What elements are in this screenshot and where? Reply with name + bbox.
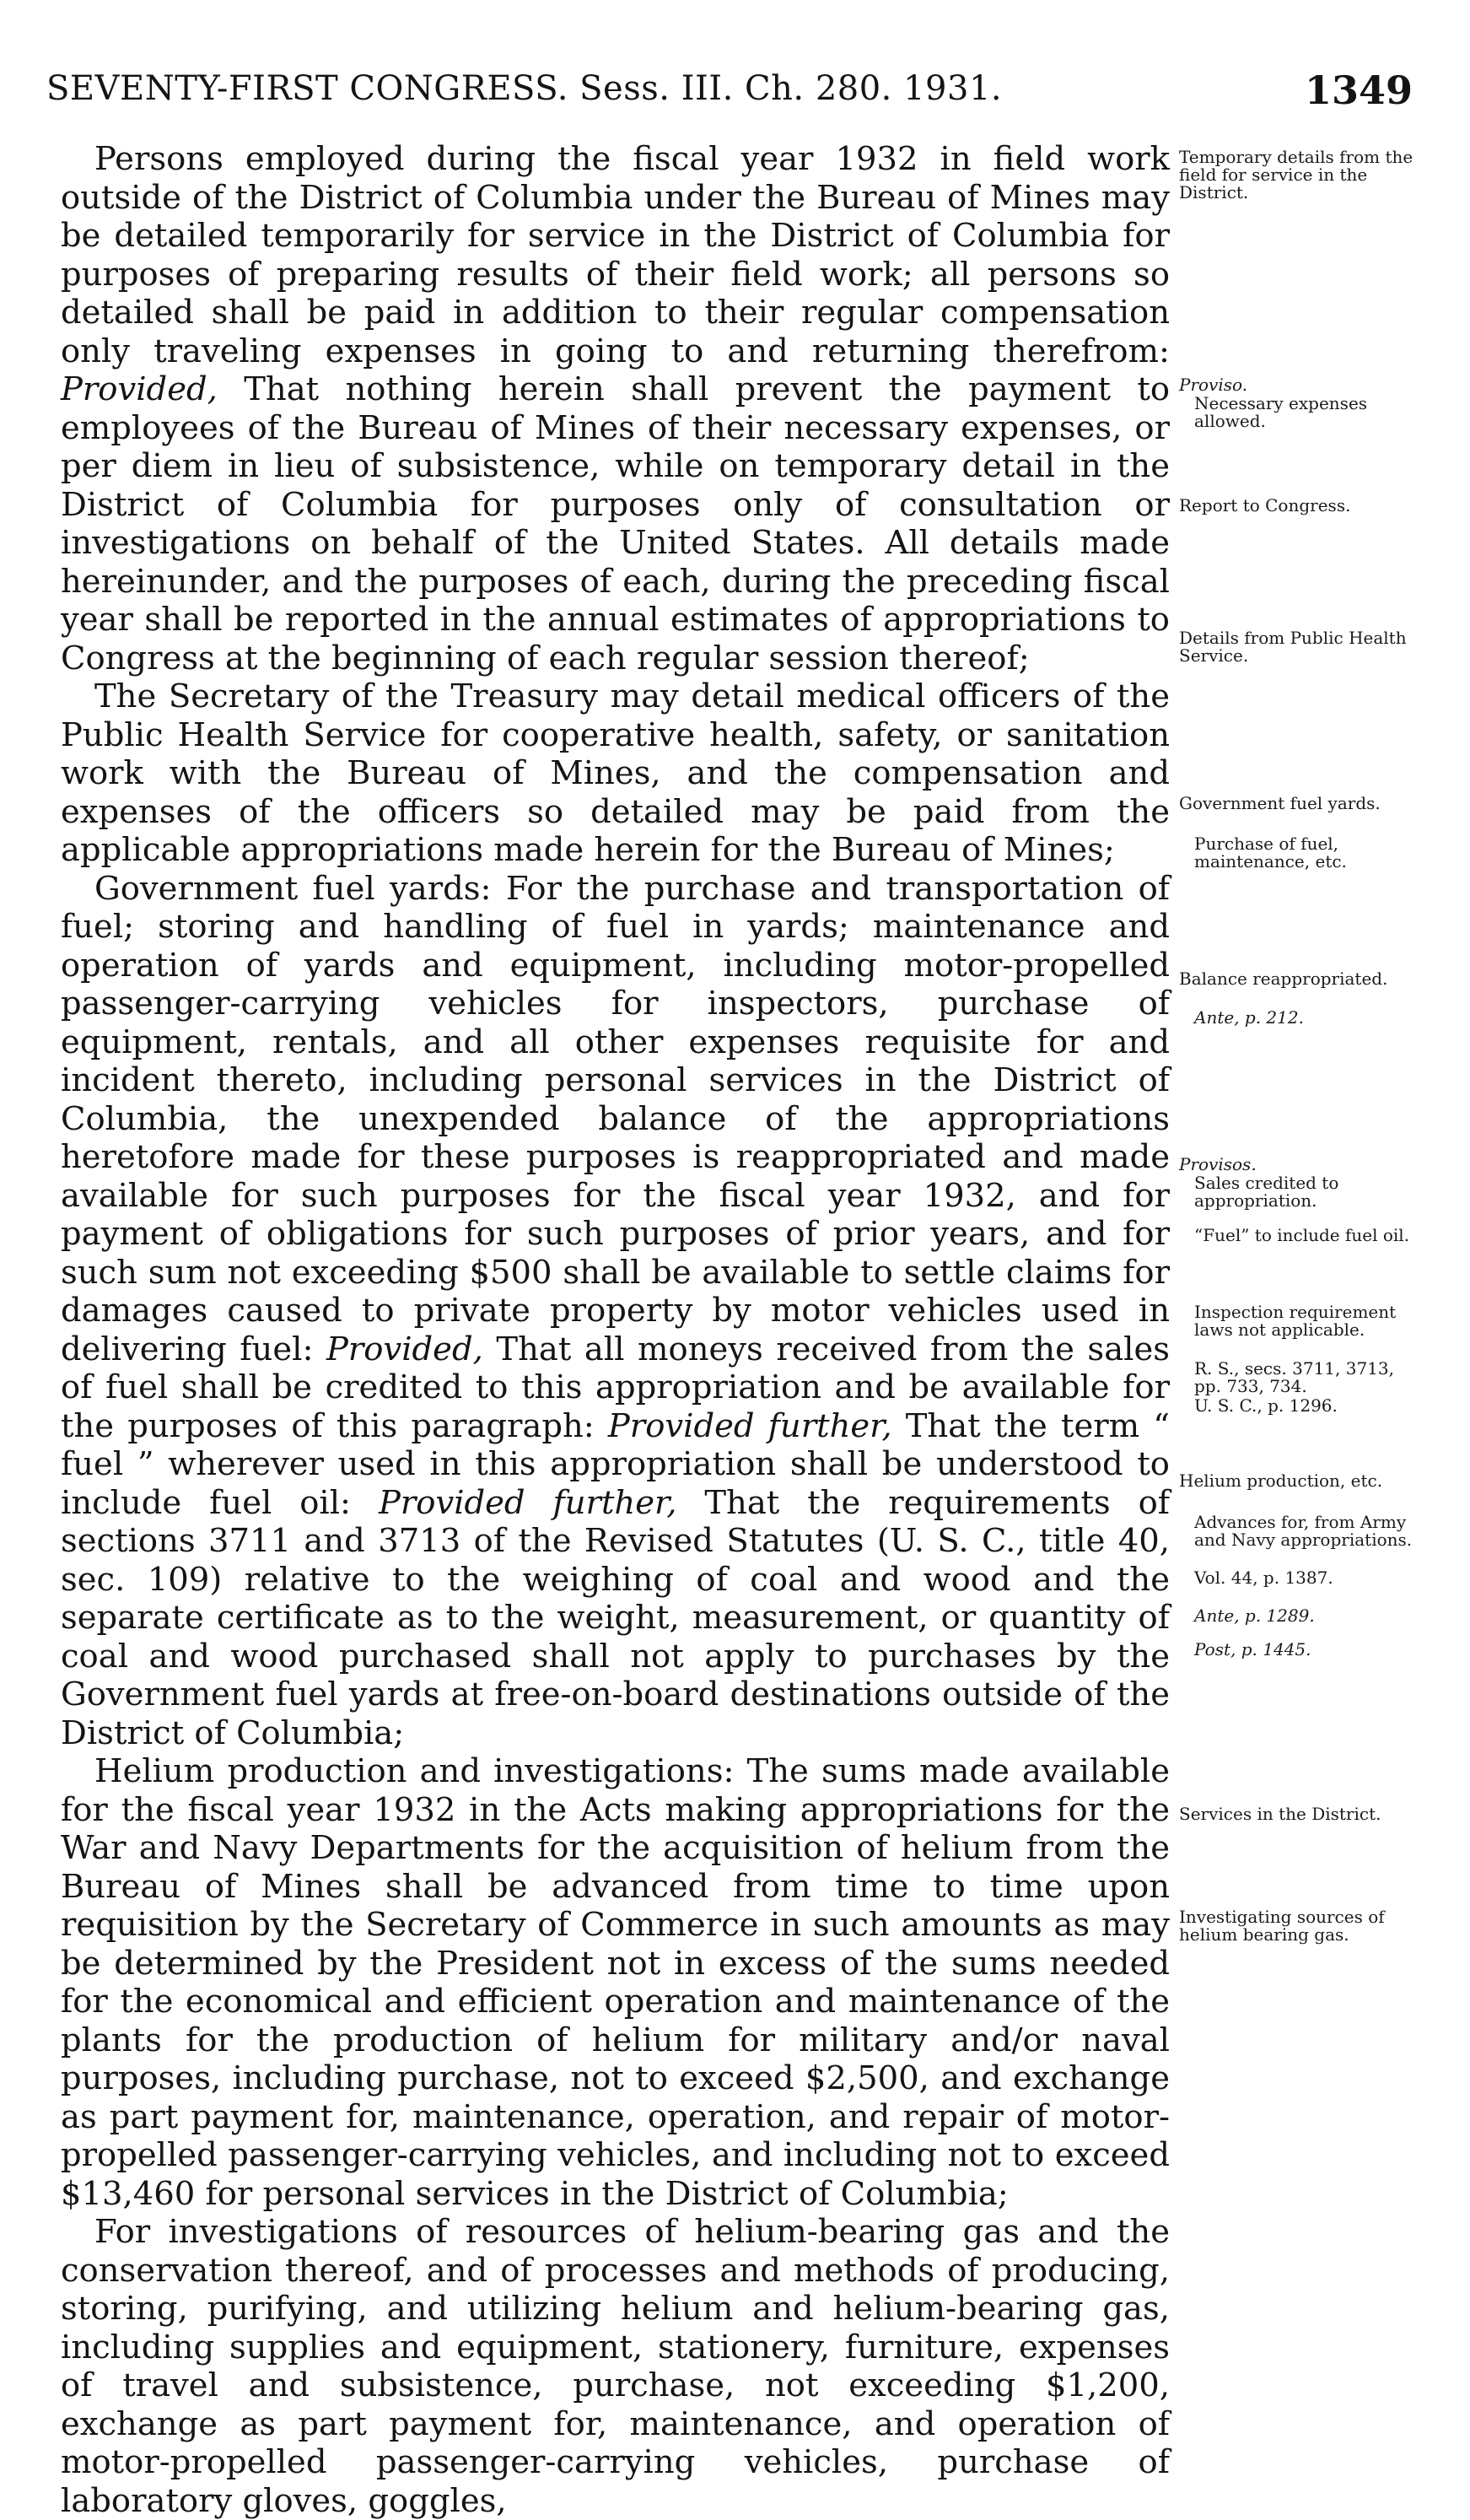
margin-note-proviso: Proviso. — [1179, 375, 1248, 395]
running-head: SEVENTY-FIRST CONGRESS. Sess. III. Ch. 280. 1931. — [46, 69, 1003, 108]
main-text — [61, 140, 1170, 2520]
margin-note-purchase-of-fuel: Purchase of fuel, maintenance, etc. — [1194, 834, 1347, 871]
paragraph-temporary-details: Persons employed during the fiscal year 1932 in field work outside of the District of Columbia under the Bureau of Mines may be detailed temporarily for service in the District of Columbia for purposes of preparing results of their field work; all persons so detailed shall be paid in addition to their regular compensation only traveling expenses in going to and returning therefrom: Provided, That nothing herein shall prevent the payment to employees of the Bureau of Mines of their necessary expenses, or per diem in lieu of subsistence, while on temporary detail in the District of Columbia for purposes only of consultation or investigations on behalf of the United States. All details made hereinunder, and the purposes of each, during the preceding fiscal year shall be reported in the annual estimates of appropriations to Congress at the beginning of each regular session thereof; — [61, 140, 1170, 677]
paragraph-public-health: The Secretary of the Treasury may detail medical officers of the Public Health Service for cooperative health, safety, or sanitation work with the Bureau of Mines, and the compensation and expenses of the officers so detailed may be paid from the applicable appropriations made herein for the Bureau of Mines; — [61, 677, 1170, 869]
margin-note-ante-1289: Ante, p. 1289. — [1194, 1605, 1315, 1626]
margin-note-fuel-include-oil: “Fuel” to include fuel oil. — [1194, 1225, 1410, 1245]
margin-note-report-to-congress: Report to Congress. — [1179, 495, 1351, 515]
margin-note-necessary-expenses: Necessary expenses allowed. — [1194, 393, 1368, 431]
margin-note-services-district: Services in the District. — [1179, 1804, 1381, 1824]
margin-note-usc-1296: U. S. C., p. 1296. — [1194, 1395, 1338, 1416]
margin-note-helium-production: Helium production, etc. — [1179, 1470, 1383, 1491]
margin-note-gov-fuel-yards: Government fuel yards. — [1179, 793, 1381, 813]
margin-note-ante-212: Ante, p. 212. — [1194, 1007, 1304, 1028]
paragraph-helium-investigations: For investigations of resources of helium-bearing gas and the conservation thereof, and of processes and methods of producing, storing, purifying, and utilizing helium and helium-bearing gas, including supplies and equipment, stationery, furniture, expenses of travel and subsistence, purchase, not exceeding $1,200, exchange as part payment for, maintenance, and operation of motor-propelled passenger-carrying vehicles, purchase of laboratory gloves, goggles, — [61, 2213, 1170, 2520]
margin-note-post-1445: Post, p. 1445. — [1194, 1639, 1311, 1659]
margin-note-advances-for: Advances for, from Army and Navy appropriations. — [1194, 1512, 1413, 1550]
page-header — [46, 69, 1413, 128]
margin-note-rs-secs: R. S., secs. 3711, 3713, pp. 733, 734. — [1194, 1358, 1394, 1396]
paragraph-fuel-yards: Government fuel yards: For the purchase and transportation of fuel; storing and handling of fuel in yards; maintenance and operation of yards and equipment, including motor-propelled passenger-carrying vehicles for inspectors, purchase of equipment, rentals, and all other expenses requisite for and incident thereto, including personal services in the District of Columbia, the unexpended balance of the appropriations heretofore made for these purposes is reappropriated and made available for such purposes for the fiscal year 1932, and for payment of obligations for such purposes of prior years, and for such sum not exceeding $500 shall be available to settle claims for damages caused to private property by motor vehicles used in delivering fuel: Provided, That all moneys received from the sales of fuel shall be credited to this appropriation and be available for the purposes of this paragraph: Provided further, That the term “ fuel ” wherever used in this appropriation shall be understood to include fuel oil: Provided further, That the requirements of sections 3711 and 3713 of the Revised Statutes (U. S. C., title 40, sec. 109) relative to the weighing of coal and wood and the separate certificate as to the weight, measurement, or quantity of coal and wood purchased shall not apply to purchases by the Government fuel yards at free-on-board destinations outside of the District of Columbia; — [61, 869, 1171, 1752]
paragraph-helium-production: Helium production and investigations: The sums made available for the fiscal year 1932 in the Acts making appropriations for the War and Navy Departments for the acquisition of helium from the Bureau of Mines shall be advanced from time to time upon requisition by the Secretary of Commerce in such amounts as may be determined by the President not in excess of the sums needed for the economical and efficient operation and maintenance of the plants for the production of helium for military and/or naval purposes, including purchase, not to exceed $2,500, and exchange as part payment for, maintenance, operation, and repair of motor-propelled passenger-carrying vehicles, and including not to exceed $13,460 for personal services in the District of Columbia; — [61, 1752, 1170, 2213]
margin-note-balance-reappropriated: Balance reappropriated. — [1179, 969, 1388, 989]
margin-note-temporary-details: Temporary details from the field for service in the District. — [1179, 147, 1413, 202]
margin-note-vol-44: Vol. 44, p. 1387. — [1194, 1568, 1333, 1588]
page-number: 1349 — [1304, 67, 1413, 113]
margin-note-provisos: Provisos. — [1179, 1154, 1257, 1174]
margin-note-inspection-requirements: Inspection requirement laws not applicable. — [1194, 1302, 1397, 1340]
margin-note-details-public-health: Details from Public Health Service. — [1179, 628, 1407, 666]
margin-note-investigating-sources: Investigating sources of helium bearing gas. — [1179, 1907, 1385, 1945]
margin-note-sales-credited: Sales credited to appropriation. — [1194, 1173, 1339, 1211]
